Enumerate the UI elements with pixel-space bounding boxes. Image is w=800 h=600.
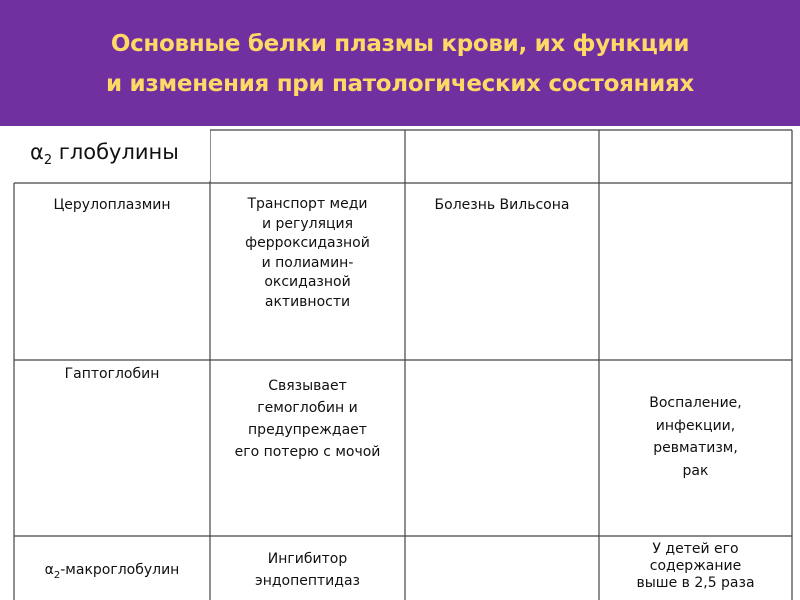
function-text: Связывает гемоглобин и предупреждает его потерю с мочой	[234, 378, 381, 460]
table-cell-decrease	[599, 392, 792, 482]
table-cell-function	[210, 195, 405, 312]
protein-greek: α	[44, 562, 54, 578]
decrease-text: Воспаление, инфекции, ревматизм, рак	[649, 395, 742, 479]
section-subscript: 2	[43, 153, 53, 169]
protein-name: -макроглобулин	[60, 562, 180, 578]
table-cell-decrease	[599, 541, 792, 592]
table-cell-function	[210, 548, 405, 592]
protein-name: Церулоплазмин	[53, 197, 171, 213]
table-cell-increase	[405, 195, 599, 215]
decrease-text: У детей его содержание выше в 2,5 раза	[636, 541, 755, 591]
table-cell-protein	[14, 560, 210, 586]
title-line-1: Основные белки плазмы крови, их функции	[110, 31, 690, 57]
protein-name: Гаптоглобин	[64, 366, 160, 382]
section-greek: α	[30, 140, 44, 164]
section-header-cell	[14, 127, 210, 181]
function-text: Ингибитор эндопептидаз	[255, 551, 360, 589]
table-cell-protein	[14, 195, 210, 215]
title-line-2: и изменения при патологических состояниях	[106, 71, 694, 97]
protein-subscript: 2	[53, 569, 61, 581]
increase-text: Болезнь Вильсона	[434, 197, 570, 213]
function-text: Транспорт меди и регуляция ферроксидазной и полиамин- оксидазной активности	[245, 196, 370, 310]
table-cell-function	[210, 375, 405, 463]
section-label: глобулины	[52, 140, 179, 164]
slide-title	[0, 24, 800, 104]
table-cell-protein	[14, 364, 210, 384]
